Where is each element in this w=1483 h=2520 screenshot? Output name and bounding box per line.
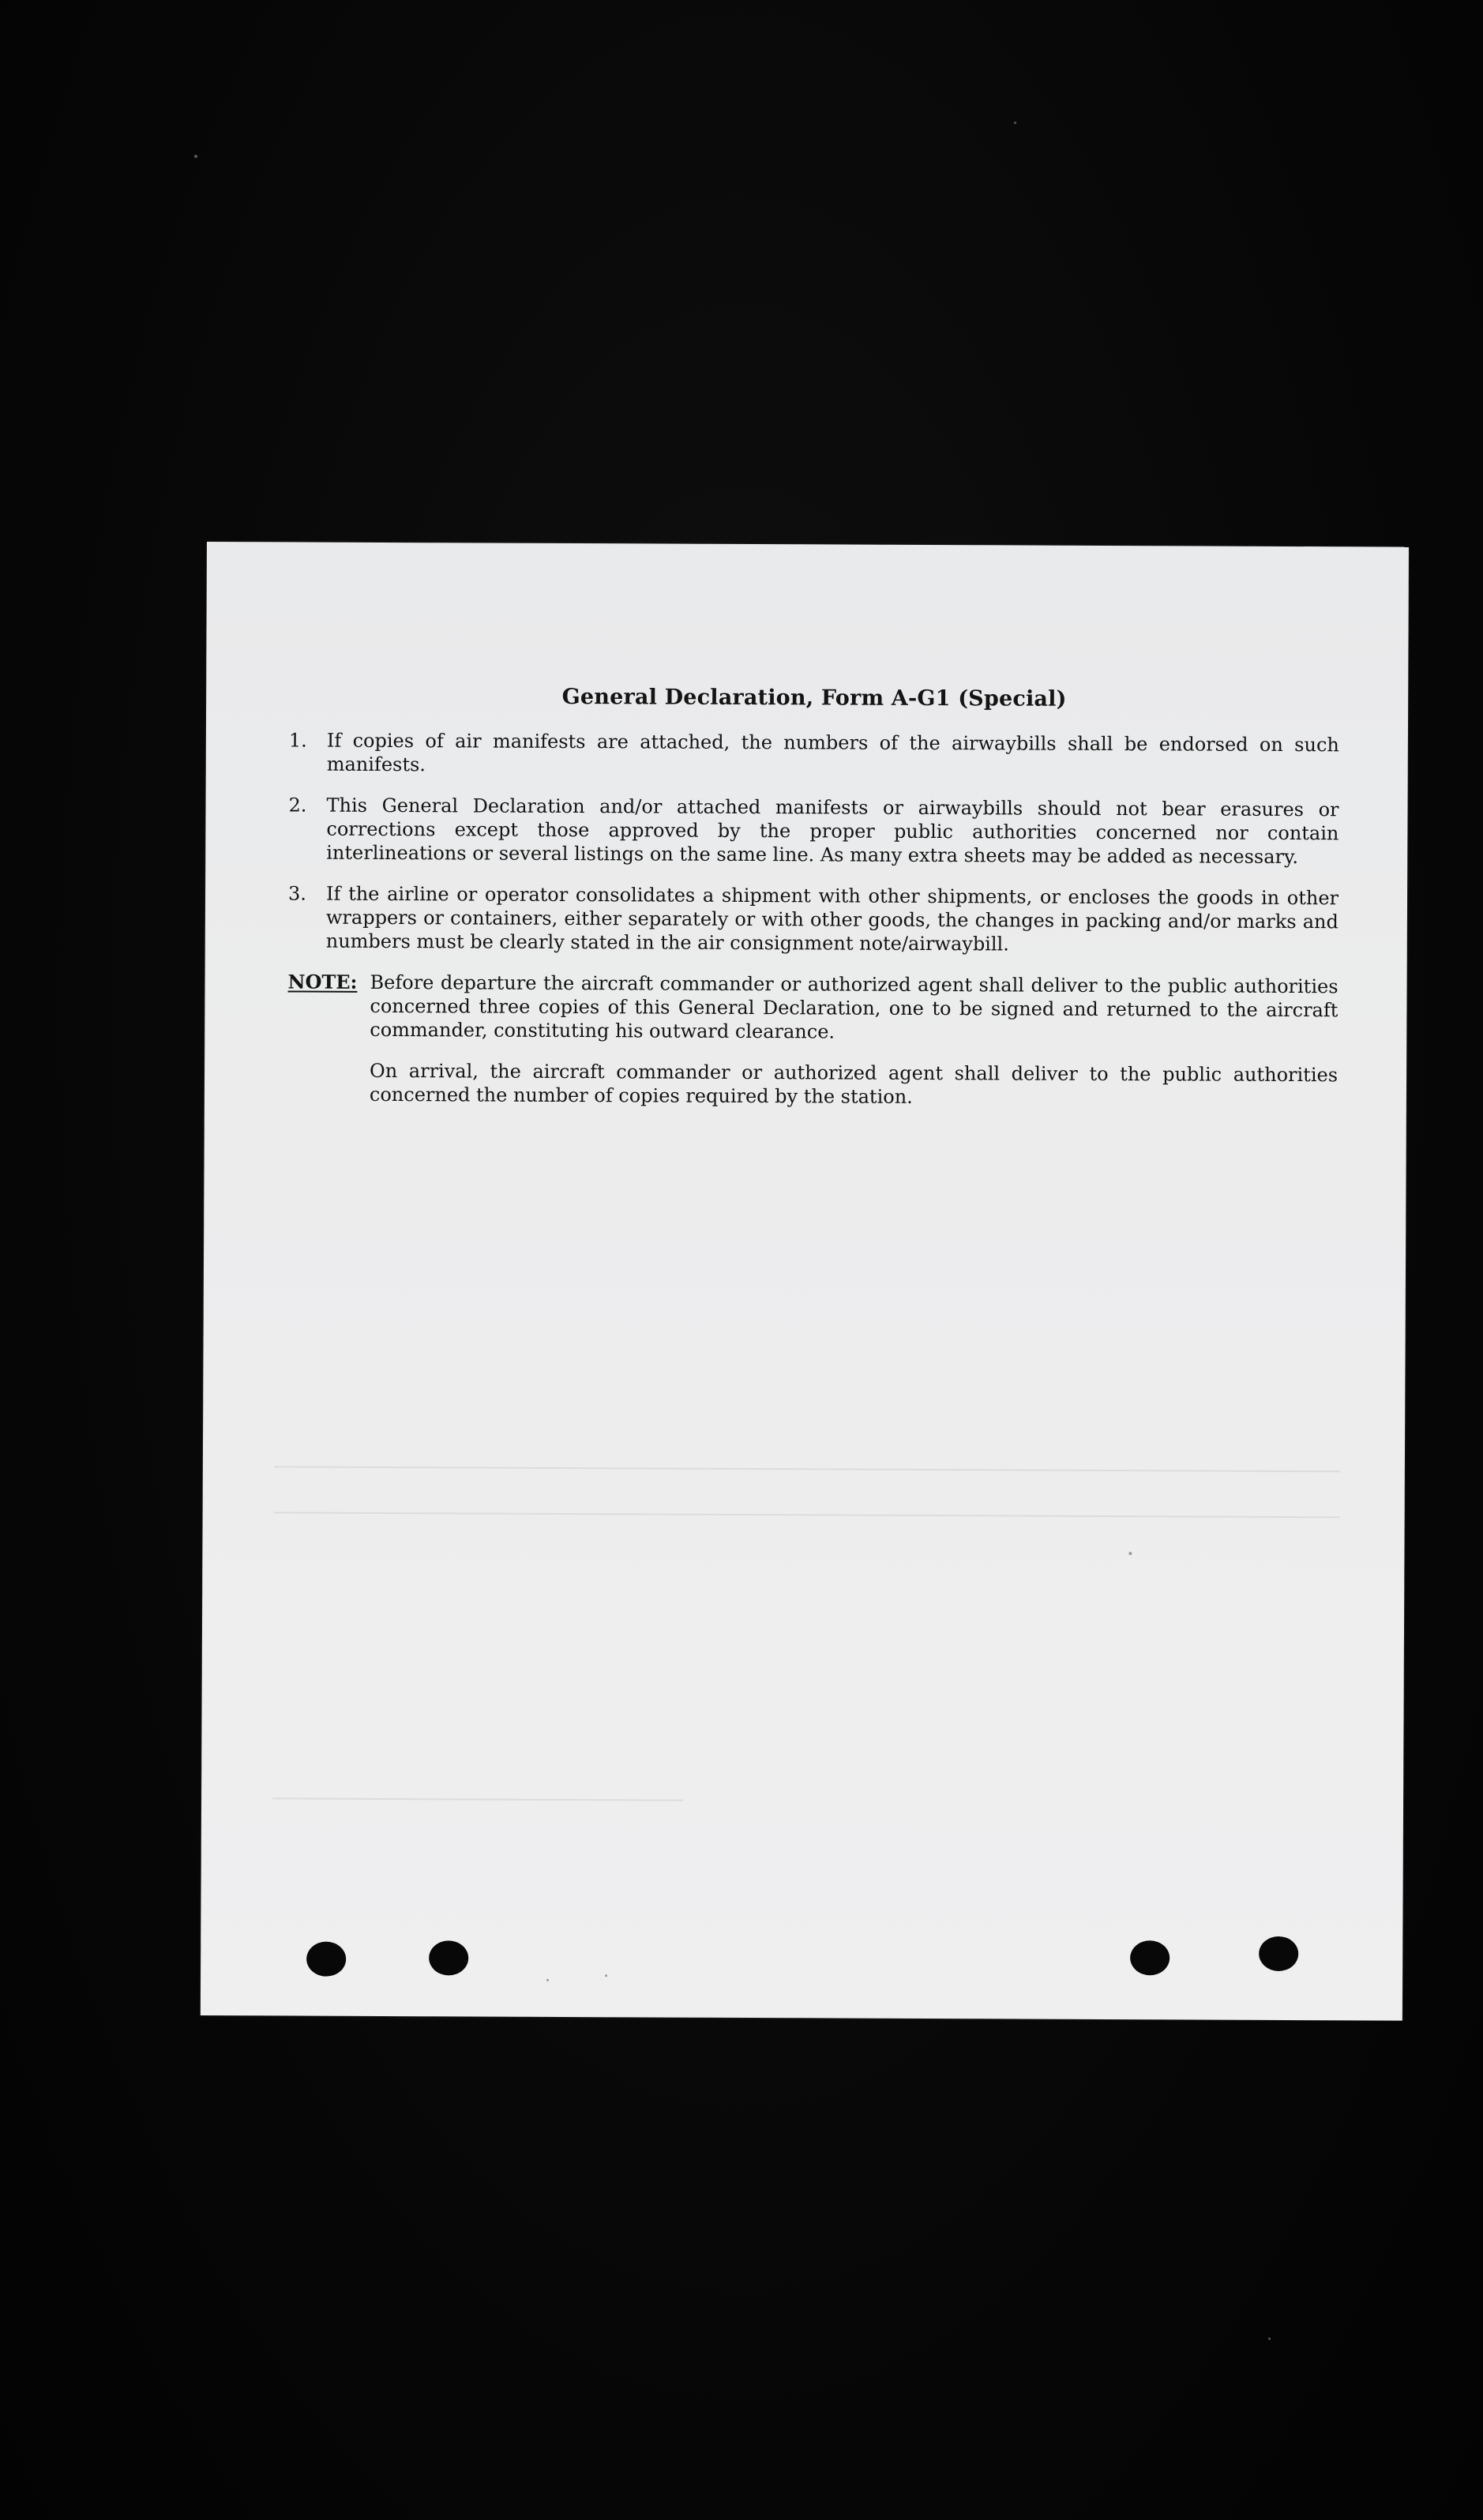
document-content <box>287 684 1340 1144</box>
item-text: If the airline or operator consolidates a shipment with other shipments, or encloses the goods in other wrappers or containers, either separately or with other goods, the changes in packing and/or marks and numbers must be clearly stated in the air consignment note/airwaybill. <box>325 882 1339 956</box>
document-title: General Declaration, Form A-G1 (Special) <box>561 684 1067 712</box>
note-section <box>287 970 1338 1128</box>
item-text: This General Declaration and/or attached manifests or airwaybills should not bear erasures or corrections except those approved by the proper public authorities concerned nor contain interlineations or several listings on the same line. As many extra sheets may be added as necessary. <box>326 794 1339 869</box>
document-page <box>201 542 1409 2021</box>
dust-speck <box>194 155 197 158</box>
item-number: 2. <box>288 794 307 817</box>
dust-speck <box>605 1974 607 1977</box>
dust-speck <box>1014 122 1016 124</box>
punch-hole <box>1130 1940 1170 1975</box>
item-number: 3. <box>287 882 307 905</box>
instruction-item <box>288 881 1338 957</box>
dust-speck <box>1128 1552 1132 1555</box>
item-text: If copies of air manifests are attached, the numbers of the airwaybills shall be endorsed on such manifests. <box>326 729 1339 776</box>
bleed-through-rule <box>274 1466 1340 1472</box>
instruction-item <box>288 793 1338 869</box>
note-label: NOTE: <box>287 970 358 993</box>
note-paragraph: On arrival, the aircraft commander or authorized agent shall deliver to the public authorities concerned the number of copies required by the station. <box>369 1059 1338 1108</box>
punch-hole <box>1259 1936 1298 1971</box>
bleed-through-rule <box>274 1512 1340 1518</box>
dust-speck <box>546 1979 549 1981</box>
item-number: 1. <box>288 729 307 752</box>
punch-hole <box>306 1942 346 1977</box>
bleed-through-rule <box>272 1797 683 1801</box>
note-paragraph: Before departure the aircraft commander or authorized agent shall deliver to the public authorities concerned three copies of this General Declaration, one to be signed and returned to the aircraft commander, constituting his outward clearance. <box>370 971 1338 1043</box>
note-body <box>370 971 1338 1128</box>
punch-hole <box>429 1940 468 1975</box>
instruction-item <box>289 728 1339 780</box>
dust-speck <box>1268 2338 1271 2340</box>
